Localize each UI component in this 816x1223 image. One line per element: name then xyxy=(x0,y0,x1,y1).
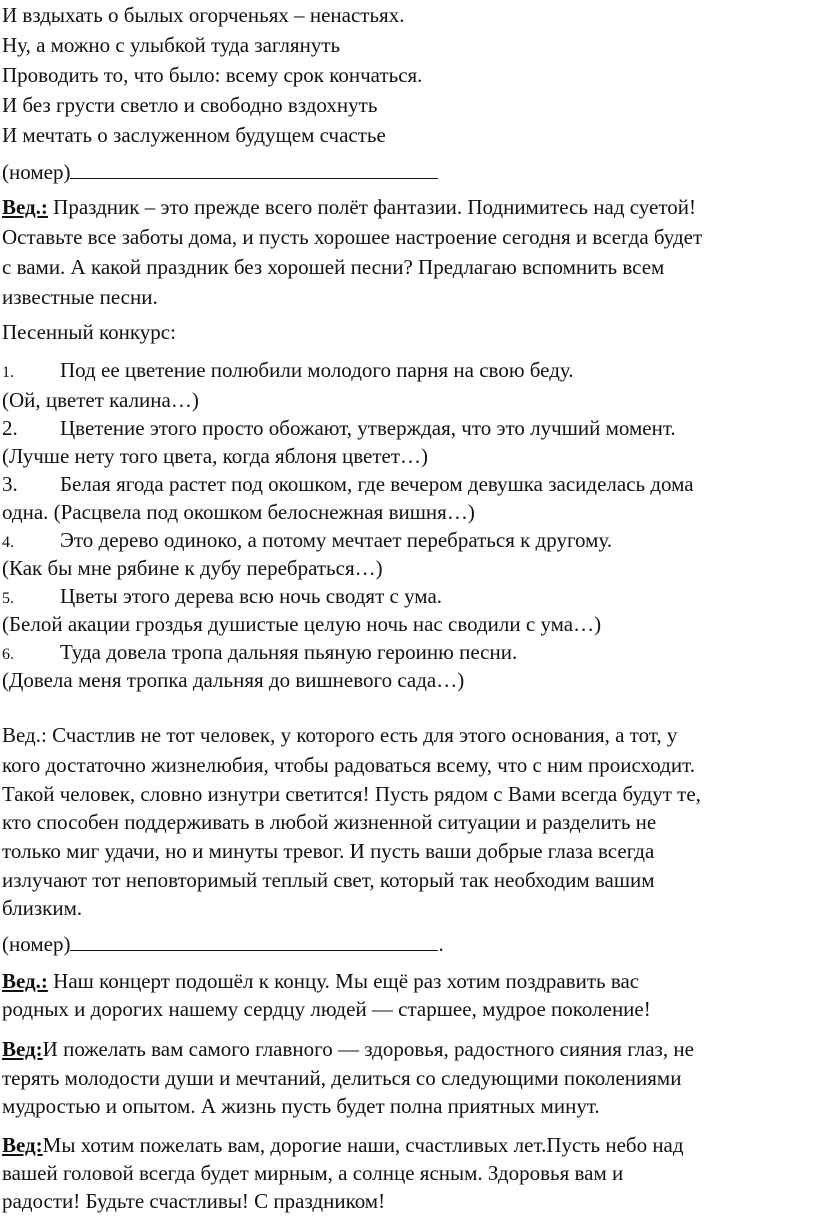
number-label: (номер) xyxy=(2,932,71,956)
host-label: Вед: xyxy=(2,1037,43,1061)
poem-line: И вздыхать о былых огорченьях – ненастьях. xyxy=(2,3,405,27)
speech-line: Вед.: Счастлив не тот человек, у которого есть для этого основания, а тот, у xyxy=(2,723,678,747)
question-number: 2. xyxy=(2,416,18,440)
speech-line: кто способен поддерживать в любой жизненной ситуации и разделить не xyxy=(2,810,657,834)
speech-line: вашей головой всегда будет мирным, а солнце ясным. Здоровья вам и xyxy=(2,1161,624,1185)
question-number: 4. xyxy=(2,534,14,551)
host-label: Вед: xyxy=(2,1133,43,1157)
contest-question: 4. Это дерево одиноко, а потому мечтает перебраться к другому. xyxy=(2,527,612,556)
speech-line: излучают тот неповторимый теплый свет, который так необходим вашим xyxy=(2,868,655,892)
speech-line: Оставьте все заботы дома, и пусть хорошее настроение сегодня и всегда будет xyxy=(2,225,703,249)
contest-answer: (Довела меня тропка дальняя до вишневого сада…) xyxy=(2,668,465,692)
question-number: 3. xyxy=(2,472,18,496)
speech-line: родных и дорогих нашему сердцу людей — старшее, мудрое поколение! xyxy=(2,997,651,1021)
contest-answer: (Ой, цветет калина…) xyxy=(2,388,199,412)
host-label: Вед.: xyxy=(2,195,48,219)
contest-answer: (Белой акации гроздья душистые целую ночь нас сводили с ума…) xyxy=(2,612,602,636)
speech-line: кого достаточно жизнелюбия, чтобы радоваться всему, что с ним происходит. xyxy=(2,753,695,777)
number-placeholder-2: (номер) . xyxy=(2,932,444,956)
poem-line: И мечтать о заслуженном будущем счастье xyxy=(2,123,386,147)
contest-question: 6. Туда довела тропа дальняя пьяную героиню песни. xyxy=(2,639,517,668)
number-label: (номер) xyxy=(2,160,71,184)
poem-line: Проводить то, что было: всему срок кончаться. xyxy=(2,63,423,87)
poem-line: И без грусти светло и свободно вздохнуть xyxy=(2,93,378,117)
speech-line: Праздник – это прежде всего полёт фантазии. Поднимитесь над суетой! xyxy=(47,195,696,219)
blank-line xyxy=(70,930,438,951)
contest-answer: (Лучше нету того цвета, когда яблоня цветет…) xyxy=(2,444,428,468)
question-number: 6. xyxy=(2,646,14,663)
speech-line: мудростью и опытом. А жизнь пусть будет полна приятных минут. xyxy=(2,1094,600,1118)
speech-line: И пожелать вам самого главного — здоровья, радостного сияния глаз, не xyxy=(42,1037,694,1061)
contest-question: 5. Цветы этого дерева всю ночь сводят с ума. xyxy=(2,583,442,612)
speech-line: терять молодости души и мечтаний, делиться со следующими поколениями xyxy=(2,1066,682,1090)
blank-line xyxy=(70,158,438,179)
contest-question: 2. Цветение этого просто обожают, утверждая, что это лучший момент. xyxy=(2,416,676,440)
contest-question: 1. Под ее цветение полюбили молодого парня на свою беду. xyxy=(2,357,574,386)
speech-line: только миг удачи, но и минуты тревог. И пусть ваши добрые глаза всегда xyxy=(2,839,655,863)
contest-answer: одна. (Расцвела под окошком белоснежная вишня…) xyxy=(2,500,475,524)
speech-line: известные песни. xyxy=(2,285,158,309)
number-placeholder-1 xyxy=(2,158,438,185)
host-label: Вед.: xyxy=(2,969,48,993)
contest-answer: (Как бы мне рябине к дубу перебраться…) xyxy=(2,556,383,580)
poem-line: Ну, а можно с улыбкой туда заглянуть xyxy=(2,33,341,57)
speech-line: Мы хотим пожелать вам, дорогие наши, счастливых лет.Пусть небо над xyxy=(42,1133,684,1157)
speech-line: радости! Будьте счастливы! С праздником! xyxy=(2,1189,386,1213)
speech-line: с вами. А какой праздник без хорошей песни? Предлагаю вспомнить всем xyxy=(2,255,665,279)
contest-title: Песенный конкурс: xyxy=(2,320,176,344)
question-number: 5. xyxy=(2,590,14,607)
speech-line: Такой человек, словно изнутри светится! Пусть рядом с Вами всегда будут те, xyxy=(2,782,701,806)
contest-question: 3. Белая ягода растет под окошком, где вечером девушка засиделась дома xyxy=(2,472,694,496)
speech-line: Наш концерт подошёл к концу. Мы ещё раз хотим поздравить вас xyxy=(47,969,640,993)
question-number: 1. xyxy=(2,364,14,381)
speech-line: близким. xyxy=(2,896,83,920)
